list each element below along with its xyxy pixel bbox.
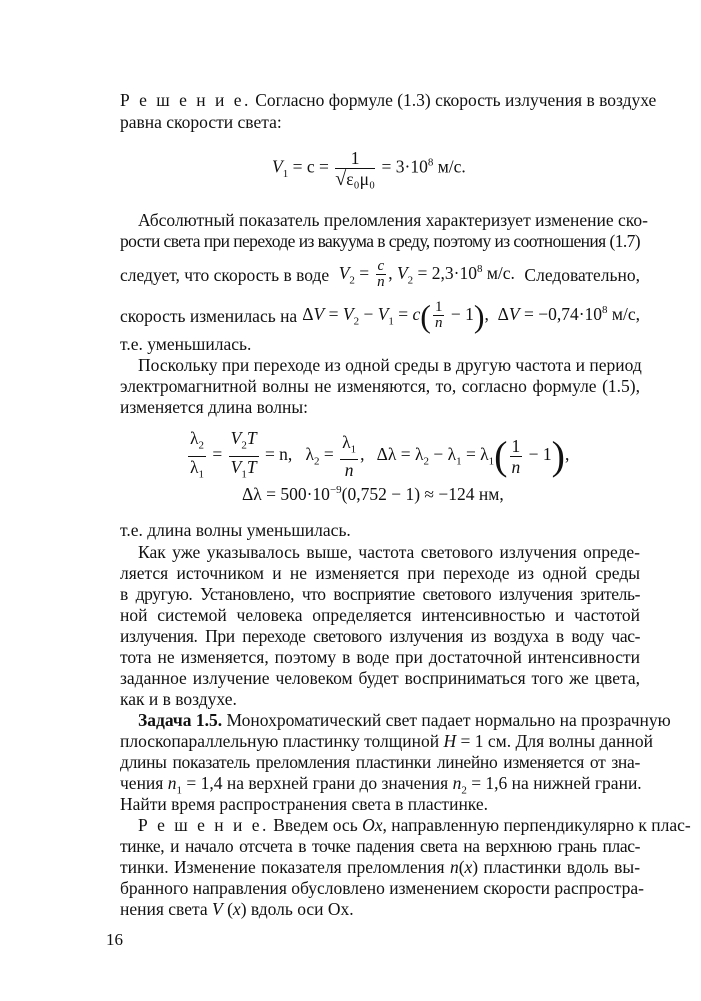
text-segment: Введем ось: [273, 815, 358, 835]
inline-formula: $V_2$ = $\frac{c}{n}$ , $V_2 = 2,3\cdot 10^8$ м/с.: [338, 258, 515, 291]
equation-1: $V_1 = c$ = $\frac{1}{\text{√ε₀μ₀}}$ = $3\cdot 10^8$ м/с.: [272, 148, 466, 190]
text-segment: , направленную перпендикулярно к плас-: [382, 815, 691, 835]
inline-formula: $\Delta V = V_2 - V_1 = c$( $\frac{1}{n}$ − 1), $\Delta V = -0,74\cdot 10^8$ м/с,: [302, 297, 640, 334]
text-line: [120, 298, 640, 334]
text-segment: вдоль оси Ox.: [250, 899, 354, 919]
text-line: тота не изменяется, поэтому в воде при достаточной интенсивности: [120, 647, 640, 667]
eq-text: = n,: [264, 444, 293, 465]
text-segment: пластинки вдоль вы-: [483, 857, 641, 877]
text-line: т.е. длина волны уменьшилась.: [120, 520, 351, 540]
text-line: тинке, и начало отсчета в точке падения света на верхнюю грань плас-: [120, 836, 640, 856]
text-segment: скорость изменилась на: [120, 305, 298, 326]
text-line: бранного направления обусловлено изменением скорости распростра-: [120, 878, 644, 898]
text-line: ной системой человека определяется интенсивностью и частотой: [120, 605, 640, 625]
text-segment: Согласно формуле (1.3) скорость излучения в воздухе: [255, 90, 657, 110]
numerator: 1: [335, 148, 375, 169]
text-line: электромагнитной волны не изменяются, то, согласно формуле (1.5),: [120, 376, 640, 396]
text-line: Поскольку при переходе из одной среды в другую частота и период: [138, 355, 642, 375]
exponent: −9: [329, 484, 342, 497]
text-line: заданное излучение человеком будет восприниматься того же цвета,: [120, 668, 640, 688]
text-line: [120, 260, 640, 290]
text-segment: Следовательно,: [524, 264, 640, 285]
text-segment: нения света: [120, 899, 208, 919]
text-line: Как уже указывалось выше, частота светового излучения опреде-: [138, 542, 640, 562]
text-line: Р е ш е н и е. Введем ось Ox, направленную перпендикулярно к плас-: [138, 815, 691, 835]
text-line: нения света V (x) вдоль оси Ox.: [120, 899, 354, 919]
text-line: ляется источником и не изменяется при переходе из одной среды: [120, 563, 640, 583]
text-line: [120, 90, 657, 111]
text-segment: = 1,4 на верхней грани до значения: [186, 773, 449, 793]
equation-2: $\frac{\lambda_2}{\lambda_1}$ = $\frac{V_2T}{V_1T}$ = n, $\lambda_2$ = $\frac{\lambda_1}{n}$ , $\Delta\lambda = \lambda_2 - \lambda_1 = \lambda_1$( $\frac{1}{n}$ − 1),: [190, 428, 570, 481]
text-segment: плоскопараллельную пластинку толщиной: [120, 731, 440, 751]
text-segment: Монохроматический свет падает нормально на прозрачную: [226, 710, 671, 730]
text-segment: тинки. Изменение показателя преломления: [120, 857, 445, 877]
text-segment: = 1 см. Для волны данной: [460, 731, 653, 751]
problem-title: Задача 1.5.: [138, 710, 223, 730]
text-line: т.е. уменьшилась.: [120, 334, 252, 354]
text-line: изменяется длина волны:: [120, 397, 308, 417]
text-line: чения $n_1 = 1,4$ на верхней грани до значения $n_2 = 1,6$ на нижней грани.: [120, 773, 642, 797]
eq-text: = c =: [288, 156, 334, 177]
text-line: Найти время распространения света в пластинке.: [120, 794, 489, 814]
equation-3: $\Delta\lambda = 500\cdot 10^{-9}(0,752 - 1) \approx -124$ нм,: [242, 484, 504, 504]
text-line: Абсолютный показатель преломления характеризует изменение ско-: [138, 210, 648, 230]
eq-text: 500·10: [280, 484, 330, 504]
text-segment: следует, что скорость в воде: [120, 264, 330, 285]
radicand: ε₀μ₀: [346, 169, 376, 189]
fraction: [335, 148, 375, 189]
text-line: как и в воздухе.: [120, 689, 237, 709]
eq-text: = 3·10: [377, 156, 428, 177]
text-line: равна скорости света:: [120, 112, 282, 132]
text-line: плоскопараллельную пластинку толщиной H = 1 см. Для волны данной: [120, 731, 653, 751]
exponent: 8: [427, 156, 434, 169]
page-number: 16: [106, 930, 123, 949]
text-line: излучения. При переходе светового излучения из воздуха в воду час-: [120, 626, 640, 646]
denominator: √ε₀μ₀: [335, 168, 376, 190]
text-line: [138, 710, 671, 731]
text-line: длины показатель преломления пластинки линейно изменяется от зна-: [120, 752, 640, 772]
text-line: рости света при переходе из вакуума в среду, поэтому из соотношения (1.7): [120, 231, 640, 251]
eq-unit: м/с.: [433, 156, 466, 177]
solution-label: Р е ш е н и е.: [120, 90, 251, 110]
solution-label: Р е ш е н и е.: [138, 815, 269, 835]
text-segment: чения: [120, 773, 164, 793]
text-segment: = 1,6 на нижней грани.: [471, 773, 642, 793]
text-line: тинки. Изменение показателя преломления n(x) пластинки вдоль вы-: [120, 857, 641, 877]
eq-text: (0,752 − 1) ≈ −124 нм,: [341, 484, 504, 504]
text-line: в другую. Установлено, что восприятие светового излучения зритель-: [120, 584, 640, 604]
